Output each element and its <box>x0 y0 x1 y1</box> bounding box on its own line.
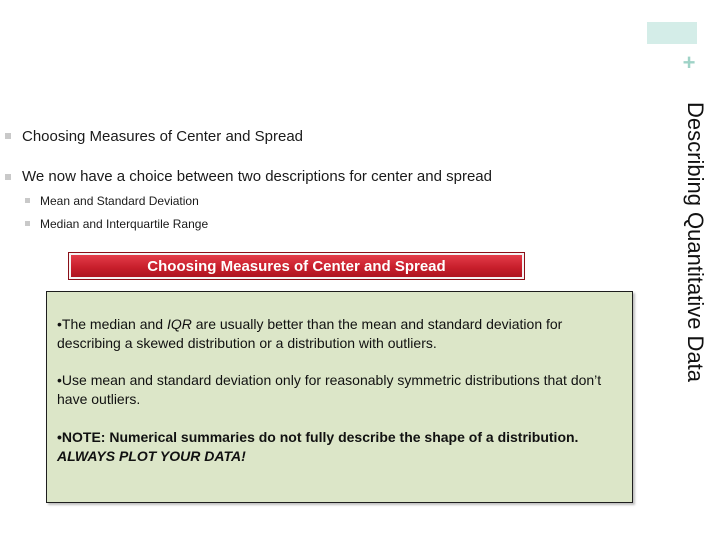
bullet-choosing: Choosing Measures of Center and Spread <box>22 128 304 145</box>
sub-bullet-marker <box>25 198 30 203</box>
sub-bullet-median-iqr: Median and Interquartile Range <box>40 217 209 231</box>
paragraph-mean-sd: •Use mean and standard deviation only for reasonably symmetric distributions that don’t have outliers. <box>57 372 602 407</box>
bullet-choice: We now have a choice between two descriptions for center and spread <box>22 168 492 185</box>
side-title: Describing Quantitative Data <box>683 102 708 383</box>
box-title: Choosing Measures of Center and Spread <box>68 252 525 280</box>
paragraph-median-iqr: •The median and IQR are usually better than the mean and standard deviation for describing a skewed distribution or a distribution with outliers. <box>57 316 563 351</box>
sub-bullet-marker <box>25 221 30 226</box>
bullet-marker <box>5 174 11 180</box>
plus-icon: + <box>682 50 696 75</box>
accent-bar <box>647 22 697 44</box>
bullet-marker <box>5 133 11 139</box>
paragraph-note: •NOTE: Numerical summaries do not fully describe the shape of a distribution. ALWAYS PLOT YOUR DATA! <box>57 429 579 464</box>
sub-bullet-mean-sd: Mean and Standard Deviation <box>40 194 199 208</box>
summary-box <box>46 291 633 503</box>
